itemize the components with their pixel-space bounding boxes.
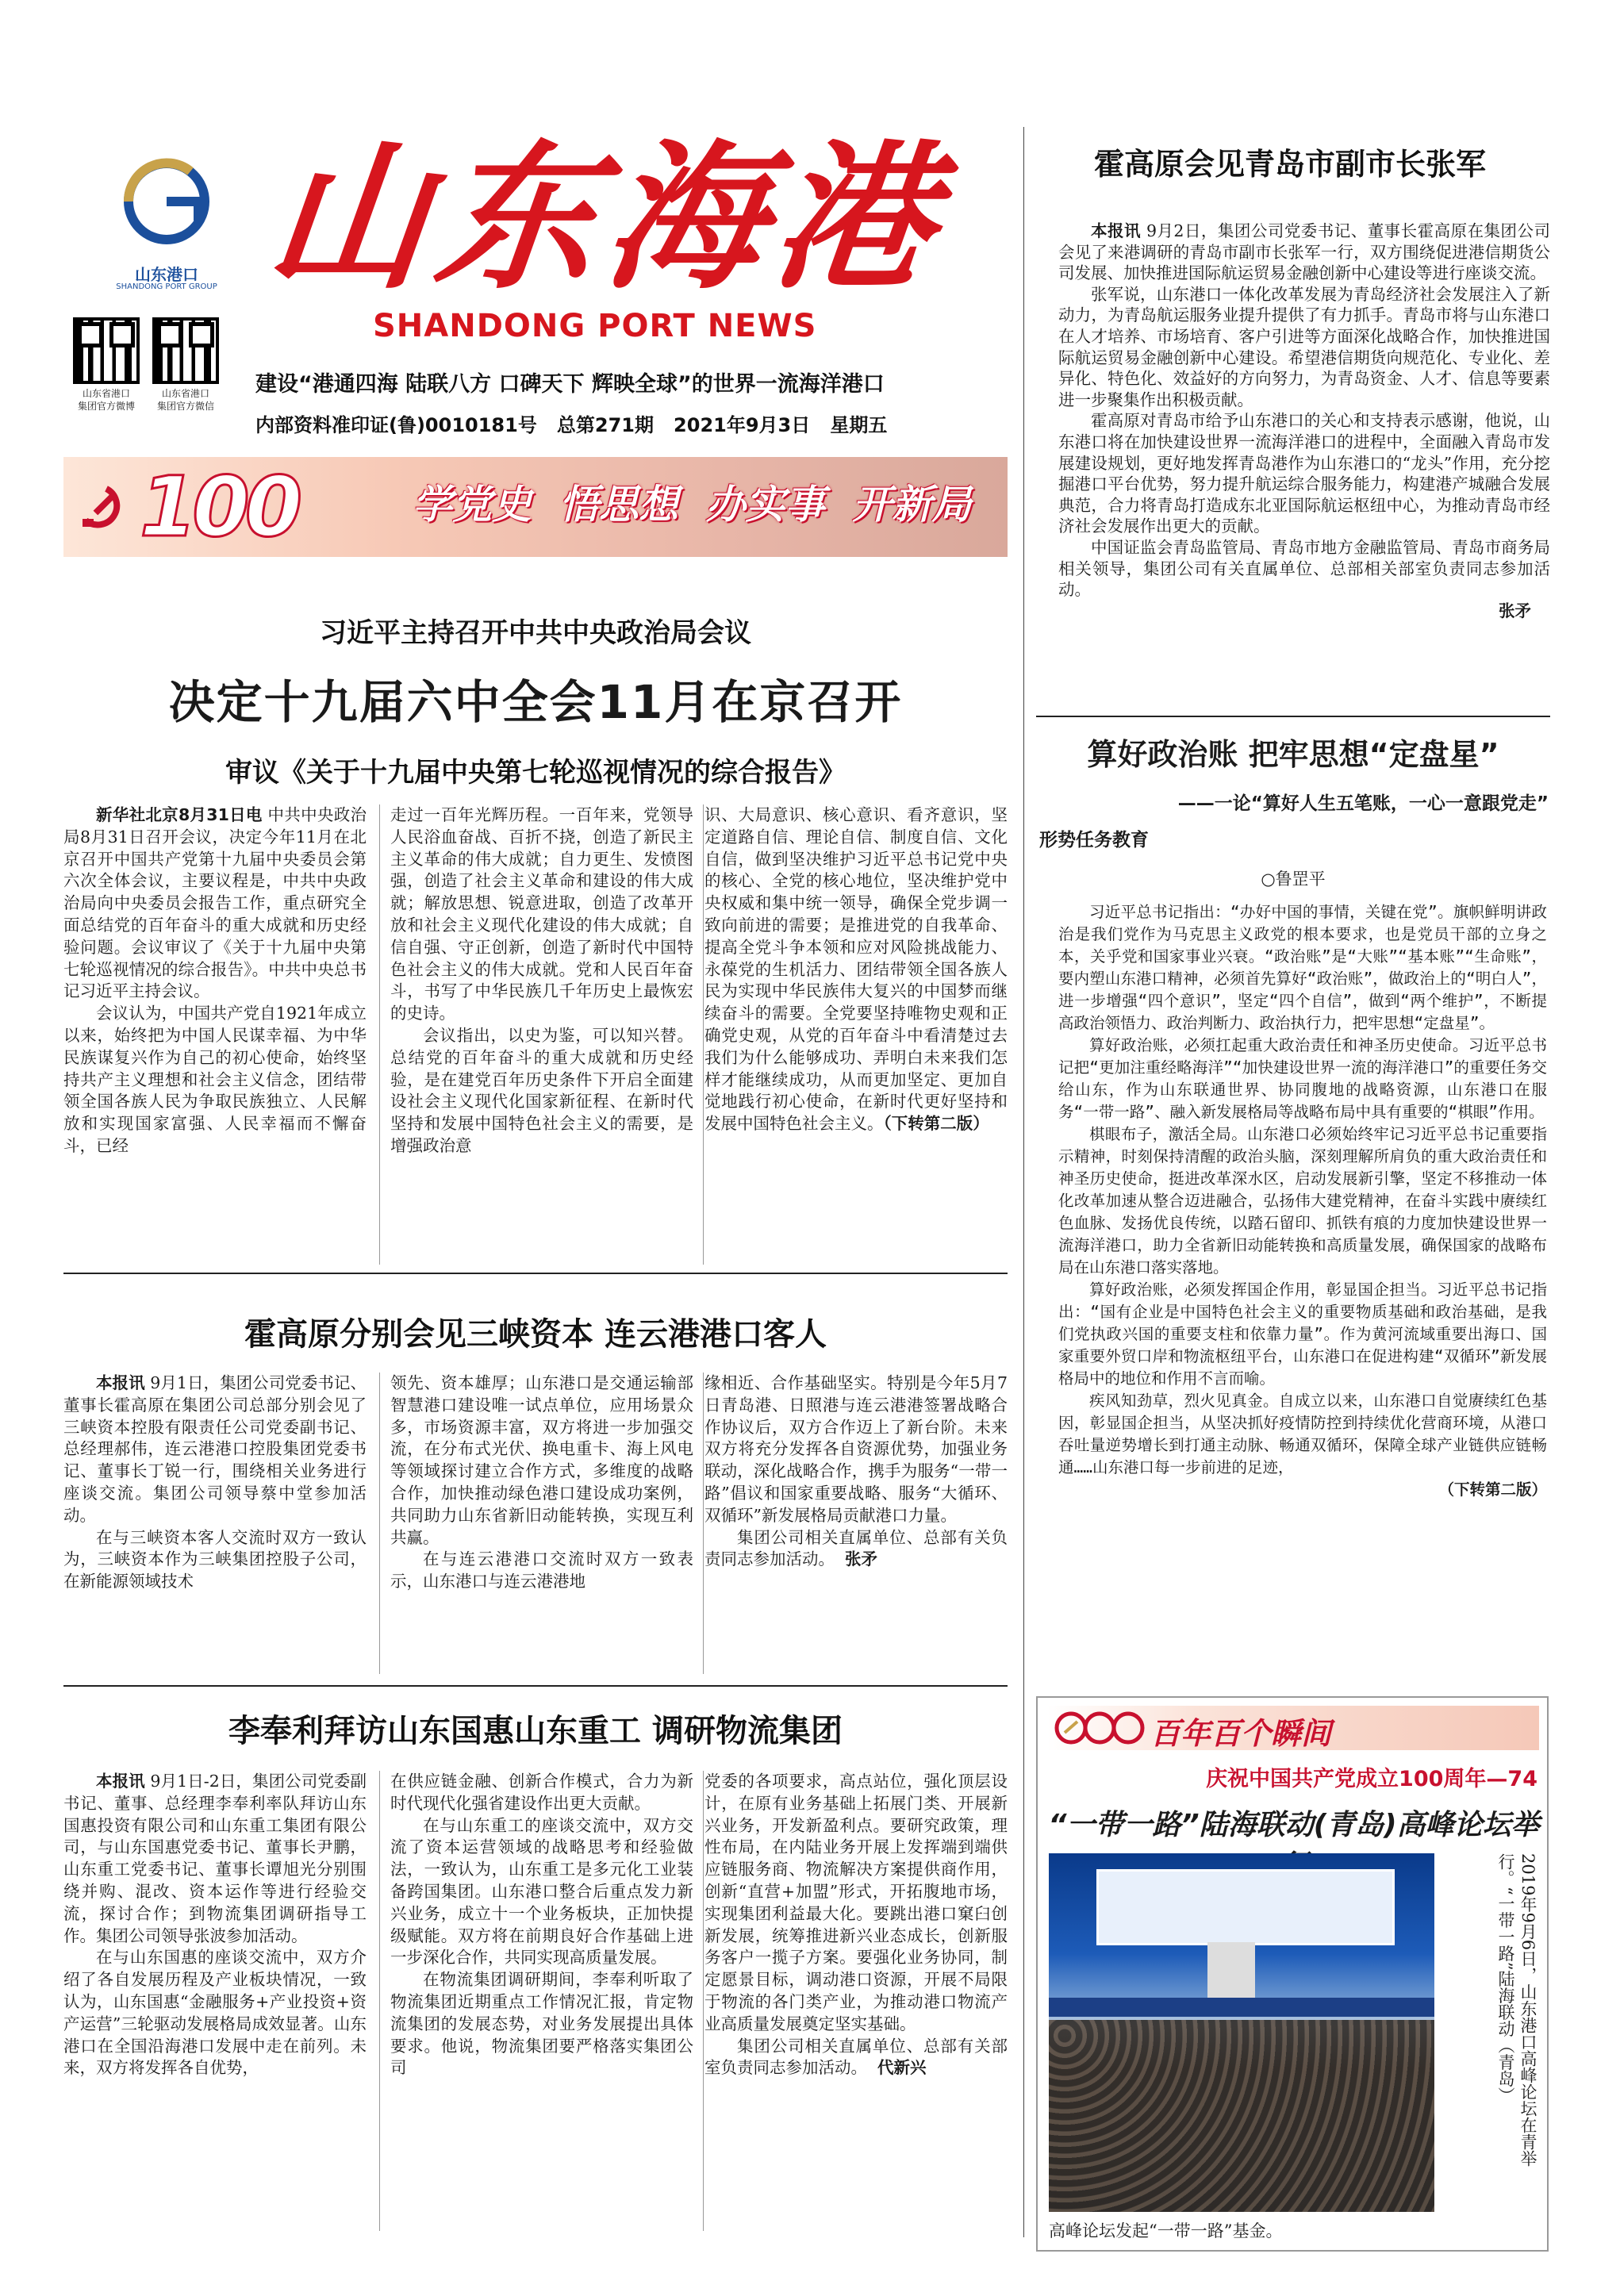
- story1-col1: [63, 804, 367, 1158]
- story2-col1: [63, 1373, 367, 1593]
- series-label: 庆祝中国共产党成立100周年—74: [1206, 1767, 1537, 1791]
- story2-col2: [390, 1373, 693, 1593]
- right2-p5: 疾风知劲草，烈火见真金。自成立以来，山东港口自觉赓续红色基因，彰显国企担当，从坚决抓好疫情防控到持续优化营商环境，从港口吞吐量逆势增长到打通主动脉、畅通双循环，保障全球产业链供应链畅通……山东港口每一步前进的足迹，: [1058, 1392, 1547, 1476]
- right1-headline: 霍高原会见青岛市副市长张军: [1093, 146, 1486, 182]
- caption-v1: 2019年9月6日，山东港口高峰论坛在青举行。: [1496, 1853, 1537, 2167]
- party-centenary-banner: [63, 457, 1008, 557]
- right1-p1: 9月2日，集团公司党委书记、董事长霍高原在集团公司会见了来港调研的青岛市副市长张军一行，双方围绕促进港信期货公司发展、加快推进国际航运贸易金融创新中心建设等进行座谈交流。: [1058, 221, 1550, 283]
- right2-section: 形势任务教育: [1039, 830, 1149, 850]
- story3-lead: 本报讯: [96, 1772, 145, 1791]
- right2-author: ○鲁罡平: [1261, 870, 1326, 889]
- story3-col3-text: 党委的各项要求，高点站位，强化顶层设计，在原有业务基础上拓展门类、开展新兴业务，开发新盈利点。要研究政策，理性布局，在内陆业务开展上发挥端到端供应链服务商、物流解决方案提供商作用，创新“直营+加盟”形式，开拓腹地市场，实现集团利益最大化。要跳出港口窠臼创新发展，统筹推进新兴业态成长，创新服务客户一揽子方案。要强化业务协同，制定愿景目标，调动港口资源，开展不局限于物流的各门类产业，为推动港口物流产业高质量发展奠定坚实基础。: [704, 1772, 1008, 2033]
- caption-v2: “一带一路”陆海联动（青岛）: [1496, 1887, 1515, 2104]
- qr2-label: 山东省港口 集团官方微信: [156, 388, 214, 412]
- forum-photo: [1049, 1853, 1434, 2212]
- separator: [63, 1685, 1008, 1687]
- column-banner: [1047, 1706, 1539, 1750]
- right1-lead: 本报讯: [1091, 221, 1141, 240]
- story3-col3: [704, 1771, 1008, 2079]
- stage: [1049, 1998, 1434, 2017]
- divider: [379, 1373, 380, 1674]
- right1-body: [1058, 221, 1550, 621]
- right2-p3: 棋眼布子，激活全局。山东港口必须始终牢记习近平总书记重要指示精神，时刻保持清醒的政治头脑，深刻理解所肩负的重大政治责任和神圣历史使命，挺进改革深水区，启动发展新引擎，坚定不移推动一体化改革加速从整合迈进融合，弘扬伟大建党精神，在奋斗实践中赓续红色血脉、发扬优良传统，以踏石留印、抓铁有痕的力度加快建设世界一流海洋港口，助力全省新旧动能转换和高质量发展，确保国家的战略布局在山东港口落实落地。: [1058, 1125, 1547, 1277]
- story2-byline: 张矛: [845, 1549, 878, 1569]
- shandong-port-logo-icon: [111, 152, 222, 271]
- column-title: 百年百个瞬间: [1150, 1715, 1332, 1751]
- right2-headline: 算好政治账 把牢思想“定盘星”: [1087, 737, 1499, 772]
- story1-continued: （下转第二版）: [883, 1114, 989, 1134]
- banner-slogan-1: 学党史: [413, 482, 532, 528]
- story2-col3b: 集团公司相关直属单位、总部有关负责同志参加活动。: [704, 1527, 1008, 1569]
- story3-col2b: 在与山东重工的座谈交流中，双方交流了资本运营领域的战略思考和经验做法，一致认为，山东重工是多元化工业装备跨国集团。山东港口整合后重点发力新兴业务，成立十一个业务板块，正加快提级赋能。双方将在前期良好合作基础上进一步深化合作，共同实现高质量发展。: [390, 1815, 693, 1968]
- story3-col2: [390, 1771, 693, 2079]
- banner-slogan-4: 开新局: [852, 482, 972, 528]
- forum-screen: [1096, 1869, 1395, 1945]
- right2-p1: 习近平总书记指出：“办好中国的事情，关键在党”。旗帜鲜明讲政治是我们党作为马克思主义政党的根本要求，也是党员干部的立身之本，关乎党和国家事业兴衰。“政治账”是“大账”“基本账”“生命账”，要内塑山东港口精神，必须首先算好“政治账”，做政治上的“明白人”，进一步增强“四个意识”，坚定“四个自信”，做到“两个维护”，不断提高政治领悟力、政治判断力、政治执行力，把牢思想“定盘星”。: [1058, 903, 1547, 1032]
- story3-col2-text: 在供应链金融、创新合作模式，合力为新时代现代化强省建设作出更大贡献。: [390, 1772, 693, 1813]
- issue-line: 内部资料准印证(鲁)0010181号 总第271期 2021年9月3日 星期五: [255, 414, 888, 436]
- story2-lead: 本报讯: [96, 1373, 145, 1392]
- masthead-slogan: 建设“港通四海 陆联八方 口碑天下 辉映全球”的世界一流海洋港口: [255, 372, 885, 397]
- story3-col1b: 在与山东国惠的座谈交流中，双方介绍了各自发展历程及产业板块情况，一致认为，山东国惠“金融服务+产业投资+资产运营”三轮驱动发展格局成效显著。山东港口在全国沿海港口发展中走在前列。未来，双方将发挥各自优势，: [63, 1948, 367, 2078]
- story2-col1b: 在与三峡资本客人交流时双方一致认为，三峡资本作为三峡集团控股子公司，在新能源领域技术: [63, 1527, 367, 1591]
- masthead: [0, 0, 1023, 452]
- story2-col2-text: 领先、资本雄厚；山东港口是交通运输部智慧港口建设唯一试点单位，应用场景众多，市场资源丰富，双方将进一步加强交流，在分布式光伏、换电重卡、海上风电等领域探讨建立合作方式，多维度的战略合作，加快推动绿色港口建设成功案例，共同助力山东省新旧动能转换，实现互利共赢。: [390, 1373, 693, 1547]
- story3-col1: [63, 1771, 367, 2079]
- banner-number: 100: [140, 459, 298, 555]
- right3-headline: “一带一路”陆海联动(青岛)高峰论坛举: [1048, 1809, 1540, 1841]
- right2-continued: （下转第二版）: [1438, 1480, 1547, 1499]
- audience: [1049, 2020, 1434, 2212]
- story3-col3b: 集团公司相关直属单位、总部有关部室负责同志参加活动。: [704, 2036, 1008, 2078]
- story1-subhead: 审议《关于十九届中央第七轮巡视情况的综合报告》: [225, 757, 846, 789]
- right1-p4: 中国证监会青岛监管局、青岛市地方金融监管局、青岛市商务局相关领导，集团公司有关直属单位、总部相关部室负责同志参加活动。: [1058, 537, 1550, 600]
- masthead-title: 山东海港: [259, 125, 953, 311]
- right1-p3: 霍高原对青岛市给予山东港口的关心和支持表示感谢，他说，山东港口将在加快建设世界一流海洋港口的进程中，全面融入青岛市发展建设规划，更好地发挥青岛港作为山东港口的“龙头”作用，充分挖掘港口平台优势，努力提升航运综合服务能力，构建港产城融合发展典范，合力将青岛打造成东北亚国际航运枢纽中心，为推动青岛市经济社会发展作出更大的贡献。: [1058, 411, 1550, 536]
- podium: [1207, 1942, 1255, 1998]
- divider: [379, 804, 380, 1265]
- centenary-badge-icon: [1054, 1710, 1149, 1745]
- right1-byline: 张矛: [1499, 601, 1531, 620]
- divider: [703, 1771, 704, 2231]
- story1-col1-text: 中共中央政治局8月31日召开会议，决定今年11月在北京召开中国共产党第十九届中央委员会第六次全体会议，主要议程是，中共中央政治局向中央委员会报告工作，重点研究全面总结党的百年奋斗的重大成就和历史经验问题。会议审议了《关于十九届中央第七轮巡视情况的综合报告》。中共中央总书记习近平主持会议。: [63, 805, 367, 1001]
- divider: [703, 804, 704, 1265]
- story1-col3: [704, 804, 1008, 1135]
- story2-col3: [704, 1373, 1008, 1571]
- story1-kicker: 习近平主持召开中共中央政治局会议: [320, 617, 751, 649]
- story1-col2-text: 走过一百年光辉历程。一百年来，党领导人民浴血奋战、百折不挠，创造了新民主主义革命的伟大成就；自力更生、发愤图强，创造了社会主义革命和建设的伟大成就；解放思想、锐意进取，创造了改革开放和社会主义现代化建设的伟大成就；自信自强、守正创新，创造了新时代中国特色社会主义的伟大成就。党和人民百年奋斗，书写了中华民族几千年历史上最恢宏的史诗。: [390, 805, 693, 1023]
- story2-headline: 霍高原分别会见三峡资本 连云港港口客人: [244, 1315, 827, 1353]
- right2-p2: 算好政治账，必须扛起重大政治责任和神圣历史使命。习近平总书记把“更加注重经略海洋”“加快建设世界一流的海洋港口”的重要任务交给山东，作为山东联通世界、协同腹地的战略资源，山东港口在服务“一带一路”、融入新发展格局等战略布局中具有重要的“棋眼”作用。: [1058, 1036, 1547, 1121]
- story1-col2: [390, 804, 693, 1158]
- wechat-qr-code: [152, 317, 219, 384]
- banner-slogan-3: 办实事: [705, 482, 825, 528]
- story3-headline: 李奉利拜访山东国惠山东重工 调研物流集团: [228, 1712, 843, 1749]
- story3-byline: 代新兴: [877, 2058, 927, 2078]
- photo-caption-vertical: [1449, 1853, 1539, 2212]
- story1-col3-text: 识、大局意识、核心意识、看齐意识，坚定道路自信、理论自信、制度自信、文化自信，做到坚决维护习近平总书记党中央的核心、全党的核心地位，坚决维护党中央权威和集中统一领导，确保全党步调一致向前进的需要；是推进党的自我革命、提高全党斗争本领和应对风险挑战能力、永葆党的生机活力、团结带领全国各族人民为实现中华民族伟大复兴的中国梦而继续奋斗的需要。全党要坚持唯物史观和正确党史观，从党的百年奋斗中看清楚过去我们为什么能够成功、弄明白未来我们怎样才能继续成功，从而更加坚定、更加自觉地践行初心使命，在新时代更好坚持和发展中国特色社会主义。: [704, 805, 1008, 1134]
- story1-lead: 新华社北京8月31日电: [96, 805, 263, 824]
- logo-en: SHANDONG PORT GROUP: [116, 282, 217, 291]
- divider: [379, 1771, 380, 2231]
- centenary-moment-box: [1036, 1696, 1549, 2252]
- right1-p2: 张军说，山东港口一体化改革发展为青岛经济社会发展注入了新动力，为青岛航运服务业提升提供了有力抓手。青岛市将与山东港口在人才培养、市场培育、客户引进等方面深化战略合作，加快推进国际航运贸易金融创新中心建设。希望港信期货向规范化、专业化、差异化、特色化、效益好的方向努力，为青岛资金、人才、信息等要素进一步聚集作出积极贡献。: [1058, 284, 1550, 409]
- masthead-subtitle-en: SHANDONG PORT NEWS: [373, 308, 817, 344]
- separator: [63, 1273, 1008, 1274]
- story2-col2b: 在与连云港港口交流时双方一致表示，山东港口与连云港港地: [390, 1549, 693, 1591]
- right2-subhead: ——一论“算好人生五笔账，一心一意跟党走”: [1177, 793, 1549, 814]
- story2-col3-text: 缘相近、合作基础坚实。特别是今年5月7日青岛港、日照港与连云港港签署战略合作协议后，双方合作迈上了新台阶。未来双方将充分发挥各自资源优势，加强业务联动，深化战略合作，携手为服务“一带一路”倡议和国家重要战略、服务“大循环、双循环”新发展格局贡献港口力量。: [704, 1373, 1008, 1525]
- story1-col2b: 会议指出，以史为鉴，可以知兴替。总结党的百年奋斗的重大成就和历史经验，是在建党百年历史条件下开启全面建设社会主义现代化国家新征程、在新时代坚持和发展中国特色社会主义的需要，是增强政治意: [390, 1025, 693, 1155]
- separator: [1036, 716, 1550, 717]
- right2-p4: 算好政治账，必须发挥国企作用，彰显国企担当。习近平总书记指出：“国有企业是中国特色社会主义的重要物质基础和政治基础，是我们党执政兴国的重要支柱和依靠力量”。作为黄河流域重要出海口、国家重要外贸口岸和物流枢纽平台，山东港口在促进构建“双循环”新发展格局中的地位和作用不言而喻。: [1058, 1280, 1547, 1388]
- column-divider: [1023, 127, 1024, 2237]
- divider: [703, 1373, 704, 1674]
- story1-headline: 决定十九届六中全会11月在京召开: [168, 675, 903, 729]
- story1-col1b: 会议认为，中国共产党自1921年成立以来，始终把为中国人民谋幸福、为中华民族谋复兴作为自己的初心使命，始终坚持共产主义理想和社会主义信念，团结带领全国各族人民为争取民族独立、人民解放和实现国家富强、人民幸福而不懈奋斗，已经: [63, 1004, 367, 1155]
- hammer-sickle-icon: [75, 479, 130, 535]
- photo-caption-horizontal: 高峰论坛发起“一带一路”基金。: [1049, 2221, 1283, 2240]
- banner-slogan-2: 悟思想: [559, 482, 678, 528]
- right2-body: [1058, 901, 1547, 1501]
- qr1-label: 山东省港口 集团官方微博: [77, 388, 135, 412]
- banner-slogans: [413, 481, 971, 528]
- weibo-qr-code: [73, 317, 140, 384]
- story3-col1-text: 9月1日-2日，集团公司党委副书记、董事、总经理李奉利率队拜访山东国惠投资有限公司和山东重工集团有限公司，与山东国惠党委书记、董事长尹鹏，山东重工党委书记、董事长谭旭光分别围绕并购、混改、资本运作等进行经验交流，探讨合作；到物流集团调研指导工作。集团公司领导张波参加活动。: [63, 1772, 367, 1945]
- story2-col1-text: 9月1日，集团公司党委书记、董事长霍高原在集团公司总部分别会见了三峡资本控股有限责任公司党委副书记、总经理郝伟，连云港港口控股集团党委书记、董事长丁锐一行，围绕相关业务进行座谈交流。集团公司领导蔡中堂参加活动。: [63, 1373, 367, 1525]
- logo-cn: 山东港口: [135, 265, 198, 284]
- story3-col2c: 在物流集团调研期间，李奉利听取了物流集团近期重点工作情况汇报，肯定物流集团的发展态势，对业务发展提出具体要求。他说，物流集团要严格落实集团公司: [390, 1970, 693, 2078]
